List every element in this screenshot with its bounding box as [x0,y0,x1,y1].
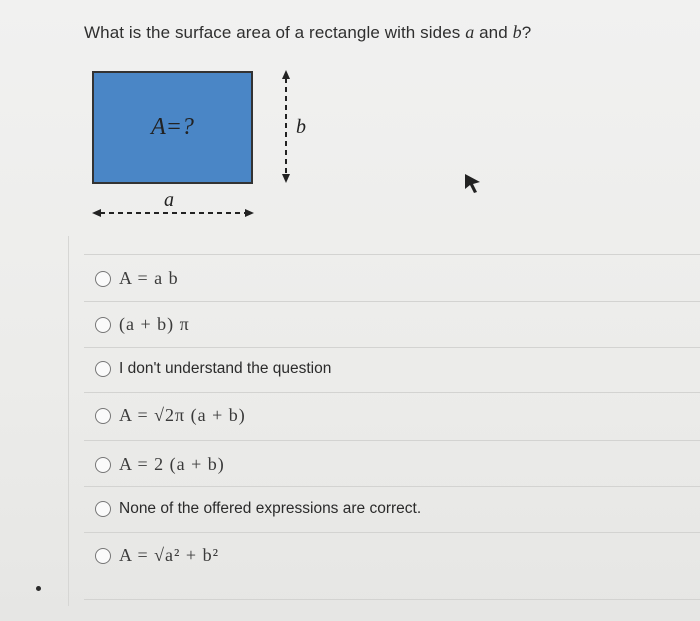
option-1-text: A = a b [119,268,179,288]
side-a-arrow-left-icon [92,209,101,217]
radio-button[interactable] [95,457,111,473]
answer-option-2[interactable] [95,314,190,335]
radio-button[interactable] [95,271,111,287]
left-guide-line [68,236,69,606]
mouse-cursor-icon [462,172,484,194]
question-and: and [474,23,513,42]
question-var-a: a [465,22,475,42]
option-7-text: A = √a² + b² [119,545,219,565]
divider [84,392,700,393]
divider [84,532,700,533]
side-b-arrow-down-icon [282,174,290,183]
answer-option-6[interactable] [95,500,421,518]
side-b-arrow-up-icon [282,70,290,79]
answer-option-5[interactable] [95,454,225,475]
answer-option-7[interactable] [95,545,219,566]
option-5-text: A = 2 (a + b) [119,454,225,474]
option-3-text: I don't understand the question [119,360,332,377]
divider [84,599,700,600]
radio-button[interactable] [95,361,111,377]
option-6-text: None of the offered expressions are correct. [119,500,422,517]
radio-button[interactable] [95,501,111,517]
answer-option-1[interactable] [95,268,179,289]
divider [84,486,700,487]
option-4-text: A = √2π (a + b) [119,405,246,425]
divider [84,301,700,302]
question-var-b: b [512,22,522,42]
radio-button[interactable] [95,408,111,424]
question-prefix: What is the surface area of a rectangle with sides [84,23,466,42]
answer-option-3[interactable] [95,360,331,378]
divider [84,254,700,255]
question-suffix: ? [521,23,532,42]
answer-option-4[interactable] [95,405,246,426]
stray-dot [36,586,41,591]
option-2-text: (a + b) π [119,314,190,334]
radio-button[interactable] [95,317,111,333]
divider [84,347,700,348]
radio-button[interactable] [95,548,111,564]
side-a-label: a [164,189,174,211]
side-b-label: b [296,116,306,138]
rectangle-area-label: A=? [151,114,194,140]
side-a-arrow-right-icon [245,209,254,217]
divider [84,440,700,441]
